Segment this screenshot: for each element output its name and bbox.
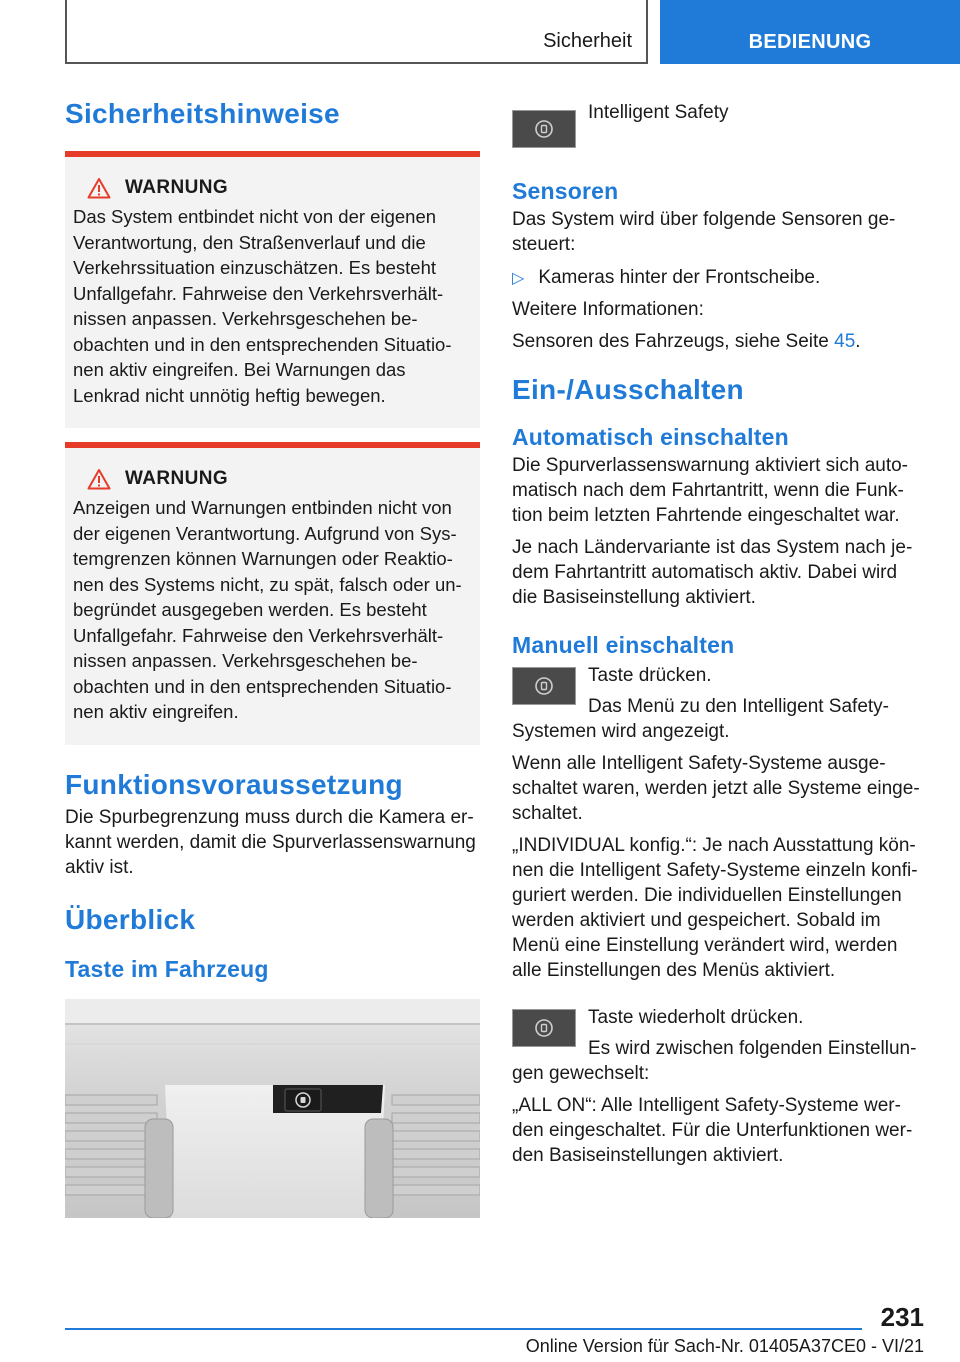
triangle-bullet-icon: ▷ bbox=[512, 270, 525, 287]
auto-paragraph-2 bbox=[512, 535, 924, 610]
press-button-text bbox=[588, 663, 889, 719]
heading-button-in-vehicle: Taste im Fahrzeug bbox=[65, 955, 269, 982]
text-line: Anzeigen und Warnungen entbinden nicht von bbox=[73, 497, 452, 518]
text-line: kannt werden, damit die Spurverlassenswarnung bbox=[65, 831, 476, 853]
safety-shield-icon bbox=[534, 1018, 554, 1038]
safety-shield-icon bbox=[534, 676, 554, 696]
text-line: Je nach Ländervariante ist das System nach je- bbox=[512, 537, 913, 558]
all-on-paragraph bbox=[512, 1093, 924, 1168]
text-line: obachten und in den entsprechenden Situatio- bbox=[73, 675, 452, 697]
sensors-reference bbox=[512, 329, 924, 354]
text-line: Lenkrad nicht unnötig heftig bewegen. bbox=[73, 384, 386, 406]
text-line: matisch nach dem Fahrtantritt, wenn die Funk- bbox=[512, 480, 904, 501]
text-line: Das System wird über folgende Sensoren ge- bbox=[512, 209, 896, 230]
header-tab-bedienung[interactable]: BEDIENUNG bbox=[660, 0, 960, 64]
text-line: aktiv ist. bbox=[65, 856, 134, 878]
menu-shown-continued: Systemen wird angezeigt. bbox=[512, 721, 730, 742]
text-line: Menü eine Einstellung verändert wird, werden bbox=[512, 935, 898, 956]
press-again-label: Taste wiederholt drücken. bbox=[588, 1007, 804, 1028]
text-line: obachten und in den entsprechenden Situatio- bbox=[73, 333, 452, 355]
text-line: tion beim letzten Fahrtende eingeschaltet war. bbox=[512, 505, 900, 526]
text-line: nissen anpassen. Verkehrsgeschehen be- bbox=[73, 308, 418, 329]
press-again-row bbox=[512, 1005, 924, 1061]
text-line: „INDIVIDUAL konfig.“: Je nach Ausstattung kön- bbox=[512, 835, 916, 856]
text-line: werden aktiviert und gespeichert. Sobald im bbox=[512, 910, 881, 931]
page-link-45[interactable]: 45 bbox=[834, 331, 856, 352]
text-line: Unfallgefahr. Fahrweise den Verkehrsverhält- bbox=[73, 282, 444, 304]
warning-box-2 bbox=[65, 442, 480, 745]
warning-box-1 bbox=[65, 151, 480, 428]
auto-paragraph-1 bbox=[512, 453, 924, 528]
warning-label: WARNUNG bbox=[125, 468, 229, 489]
warning-triangle-icon bbox=[87, 468, 111, 490]
footer-divider bbox=[65, 1328, 862, 1330]
footer-version-text: Online Version für Sach-Nr. 01405A37CE0 - VI/21 bbox=[525, 1336, 924, 1356]
intelligent-safety-button-icon bbox=[512, 667, 576, 705]
text-line: nissen anpassen. Verkehrsgeschehen be- bbox=[73, 650, 418, 671]
warning-title-1 bbox=[87, 177, 472, 199]
left-column bbox=[65, 98, 480, 1218]
press-button-row bbox=[512, 663, 924, 719]
page-number: 231 bbox=[880, 1302, 924, 1332]
heading-automatic-on: Automatisch einschalten bbox=[512, 424, 789, 450]
text-line: „ALL ON“: Alle Intelligent Safety-Systeme wer- bbox=[512, 1095, 901, 1116]
text-line: die Basiseinstellung aktiviert. bbox=[512, 587, 756, 608]
reference-text: Sensoren des Fahrzeugs, siehe Seite bbox=[512, 331, 835, 352]
warning-label: WARNUNG bbox=[125, 177, 229, 198]
text-line: Das System entbindet nicht von der eigenen bbox=[73, 206, 437, 227]
warning-text-2 bbox=[73, 495, 472, 725]
text-line: nen die Intelligent Safety-Systeme einzeln konfi- bbox=[512, 860, 918, 881]
text-line: steuert: bbox=[512, 234, 576, 255]
heading-safety-notes: Sicherheitshinweise bbox=[65, 98, 340, 129]
text-line: schaltet. bbox=[512, 803, 583, 824]
text-line: schaltet waren, werden jetzt alle Systeme einge- bbox=[512, 778, 920, 799]
text-line: der eigenen Verantwortung. Aufgrund von Sys- bbox=[73, 522, 457, 544]
requirements-paragraph bbox=[65, 805, 480, 880]
text-line: nen des Systems nicht, zu spät, falsch oder un- bbox=[73, 573, 462, 595]
more-info-label: Weitere Informationen: bbox=[512, 299, 704, 320]
toggle-line: Es wird zwischen folgenden Einstellun- bbox=[588, 1038, 917, 1059]
right-column bbox=[512, 100, 924, 1168]
warning-text-1 bbox=[73, 204, 472, 408]
text-line: Verkehrssituation einzuschätzen. Es besteht bbox=[73, 257, 437, 278]
text-line: den eingeschaltet. Für die Unterfunktionen wer- bbox=[512, 1120, 913, 1141]
sensor-bullet-text: Kameras hinter der Frontscheibe. bbox=[538, 267, 821, 288]
text-line: begründet ausgegeben werden. Es besteht bbox=[73, 599, 427, 620]
press-again-text bbox=[588, 1005, 916, 1061]
text-line: Wenn alle Intelligent Safety-Systeme ausge- bbox=[512, 753, 886, 774]
text-line: nen aktiv eingreifen. Bei Warnungen das bbox=[73, 359, 406, 380]
header-section-title: Sicherheit bbox=[543, 30, 632, 52]
warning-triangle-icon bbox=[87, 177, 111, 199]
intelligent-safety-button-icon bbox=[512, 1009, 576, 1047]
text-line: dem Fahrtantritt automatisch aktiv. Dabei wird bbox=[512, 562, 898, 583]
toggle-continued: gen gewechselt: bbox=[512, 1063, 650, 1084]
sensor-bullet-item bbox=[512, 265, 924, 290]
heading-sensors: Sensoren bbox=[512, 178, 619, 204]
text-line: den Basiseinstellungen aktiviert. bbox=[512, 1145, 784, 1166]
heading-on-off: Ein-/Ausschalten bbox=[512, 374, 744, 405]
press-button-label: Taste drücken. bbox=[588, 665, 712, 686]
text-line: Die Spurbegrenzung muss durch die Kamera er- bbox=[65, 806, 474, 828]
text-line: alle Einstellungen des Menüs aktiviert. bbox=[512, 960, 836, 981]
intelligent-safety-button-icon bbox=[512, 110, 576, 148]
sensors-paragraph bbox=[512, 207, 924, 257]
vehicle-button-photo bbox=[65, 999, 480, 1218]
text-line: Die Spurverlassenswarnung aktiviert sich auto- bbox=[512, 455, 909, 476]
text-line: nen aktiv eingreifen. bbox=[73, 701, 239, 722]
text-line: Verantwortung, den Straßenverlauf und die bbox=[73, 231, 426, 253]
text-line: temgrenzen können Warnungen oder Reaktio- bbox=[73, 548, 453, 569]
text-line: guriert werden. Die individuellen Einstellungen bbox=[512, 885, 902, 906]
heading-manual-on: Manuell einschalten bbox=[512, 632, 735, 658]
heading-requirements: Funktionsvoraussetzung bbox=[65, 768, 403, 800]
individual-paragraph bbox=[512, 833, 924, 983]
header-frame bbox=[65, 0, 648, 64]
warning-title-2 bbox=[87, 468, 472, 490]
safety-shield-icon bbox=[534, 119, 554, 139]
intelligent-safety-label: Intelligent Safety bbox=[588, 102, 729, 123]
all-off-paragraph bbox=[512, 751, 924, 826]
heading-overview: Überblick bbox=[65, 903, 196, 935]
reference-end: . bbox=[855, 331, 861, 352]
intelligent-safety-row bbox=[512, 100, 924, 148]
text-line: Unfallgefahr. Fahrweise den Verkehrsverhält- bbox=[73, 624, 444, 646]
menu-shown-line: Das Menü zu den Intelligent Safety- bbox=[588, 696, 890, 717]
